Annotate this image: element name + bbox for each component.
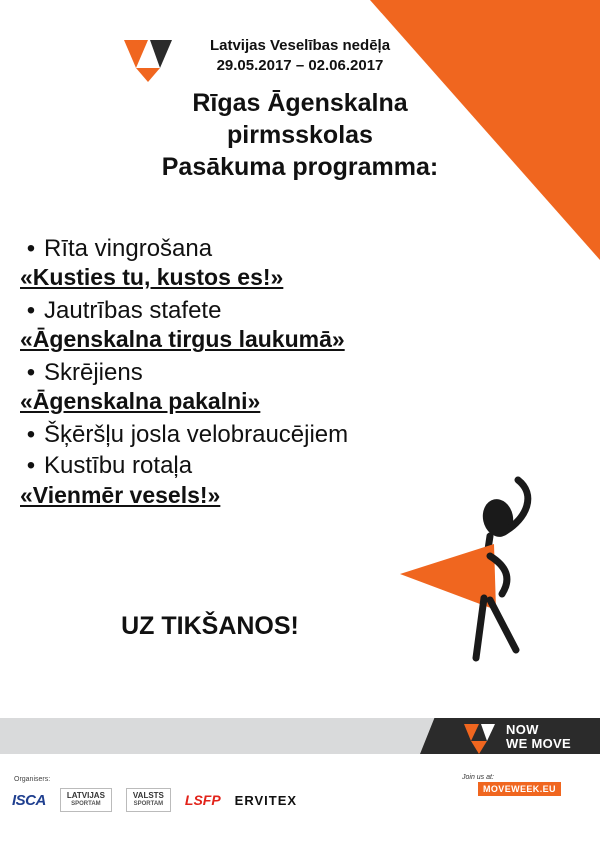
organisers-label: Organisers:: [14, 776, 51, 783]
list-item-label: Rīta vingrošana: [44, 235, 213, 262]
bullet-icon: •: [26, 297, 36, 325]
poster-footer: [0, 718, 600, 848]
poster-header: [0, 36, 600, 183]
list-item-label: Skrējiens: [44, 359, 143, 387]
sponsor-box-1-line1: LATVIJAS: [66, 791, 105, 801]
title-line-2: pirmsskolas: [227, 120, 373, 149]
bullet-icon: •: [26, 421, 36, 449]
moveweek-url-badge[interactable]: MOVEWEEK.EU: [478, 782, 561, 796]
list-item: [18, 420, 488, 449]
list-item-label: Jautrības stafete: [44, 297, 222, 325]
stick-figure-illustration: [378, 470, 568, 690]
sponsor-box-1: [60, 788, 112, 811]
health-week-title: Latvijas Veselības nedēļa: [209, 37, 391, 54]
sponsor-box-2-line2: SPORTAM: [133, 801, 164, 808]
sponsor-logo-lsfp: [185, 784, 221, 816]
nowwemove-arrow-icon: [120, 38, 190, 82]
health-week-dates: 29.05.2017 – 02.06.2017: [216, 57, 384, 75]
list-item-label: Kustību rotaļa: [44, 452, 193, 480]
list-item: [18, 358, 488, 387]
bullet-icon: •: [26, 452, 36, 480]
sponsor-box-2-line1: VALSTS: [132, 791, 164, 801]
list-item-subtitle: «Āgenskalna tirgus laukumā»: [20, 326, 345, 353]
closing-message: UZ TIKŠANOS!: [121, 612, 299, 640]
sponsor-logo-ervitex: [235, 784, 297, 816]
list-item-subtitle: «Vienmēr vesels!»: [20, 481, 221, 508]
footer-bar-grey: [0, 718, 460, 754]
list-item-subtitle: «Āgenskalna pakalni»: [20, 388, 261, 415]
nowwemove-logo: [462, 720, 592, 772]
poster-title: [0, 87, 600, 183]
nowwemove-line-1: NOW: [506, 722, 539, 737]
join-us-label: Join us at:: [462, 774, 494, 781]
nowwemove-wordmark: [506, 723, 571, 752]
list-item: [18, 234, 488, 263]
title-line-3: Pasākuma programma:: [161, 152, 439, 181]
sponsor-lsfp-title: LSFP: [184, 792, 221, 808]
title-line-1: Rīgas Āgenskalna: [192, 88, 408, 117]
header-top-row: [210, 36, 390, 77]
sponsor-logo-latvijas-sportam: [60, 784, 112, 816]
bullet-icon: •: [26, 359, 36, 387]
sponsor-ervitex-title: ERVITEX: [234, 792, 298, 808]
sponsor-box-2: [126, 788, 171, 811]
health-week-block: [210, 36, 390, 77]
list-item-subtitle: «Kusties tu, kustos es!»: [20, 264, 284, 291]
nowwemove-line-2: WE MOVE: [506, 736, 571, 752]
list-item: [18, 296, 488, 325]
sponsor-box-1-line2: SPORTAM: [71, 801, 101, 808]
sponsor-logo-strip: [12, 784, 297, 816]
list-item-label: Šķēršļu josla velobraucējiem: [44, 421, 349, 449]
bullet-icon: •: [26, 235, 36, 262]
sponsor-logo-valsts-sportam: [126, 784, 171, 816]
sponsor-logo-isca: ISCA: [12, 791, 46, 809]
